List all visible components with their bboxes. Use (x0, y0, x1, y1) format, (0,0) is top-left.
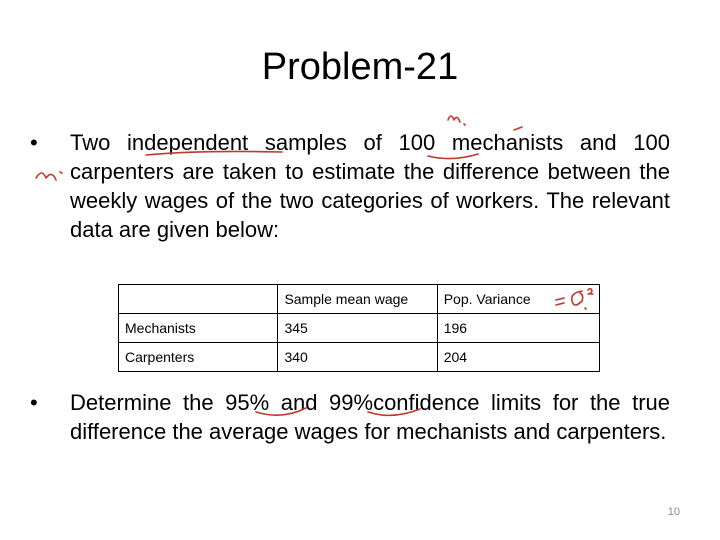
bullet-dot: • (30, 390, 38, 415)
table-row (119, 314, 600, 343)
bullet-1 (30, 128, 670, 244)
bullet-1-text: Two independent samples of 100 mechanists and 100 carpenters are taken to estimate the difference between the weekly wages of the two categories of workers. The relevant data are given below: (70, 130, 670, 242)
table-cell: Carpenters (119, 343, 278, 372)
ink-n1-mark (448, 116, 465, 125)
page-title: Problem-21 (261, 46, 459, 88)
table-header-cell: Sample mean wage (278, 285, 437, 314)
wage-data-table (118, 284, 600, 372)
table-header-cell: Pop. Variance (437, 285, 599, 314)
table-cell: 340 (278, 343, 437, 372)
table-cell: 196 (437, 314, 599, 343)
table-cell: 345 (278, 314, 437, 343)
bullet-2-text: Determine the 95% and 99%confidence limits for the true difference the average wages for mechanists and carpenters. (70, 390, 670, 444)
table-cell: Mechanists (119, 314, 278, 343)
table-cell: 204 (437, 343, 599, 372)
slide-number: 10 (667, 506, 680, 518)
bullet-2 (30, 388, 670, 446)
table-header-row (119, 285, 600, 314)
bullet-dot: • (30, 130, 38, 155)
table-header-cell (119, 285, 278, 314)
table-row (119, 343, 600, 372)
